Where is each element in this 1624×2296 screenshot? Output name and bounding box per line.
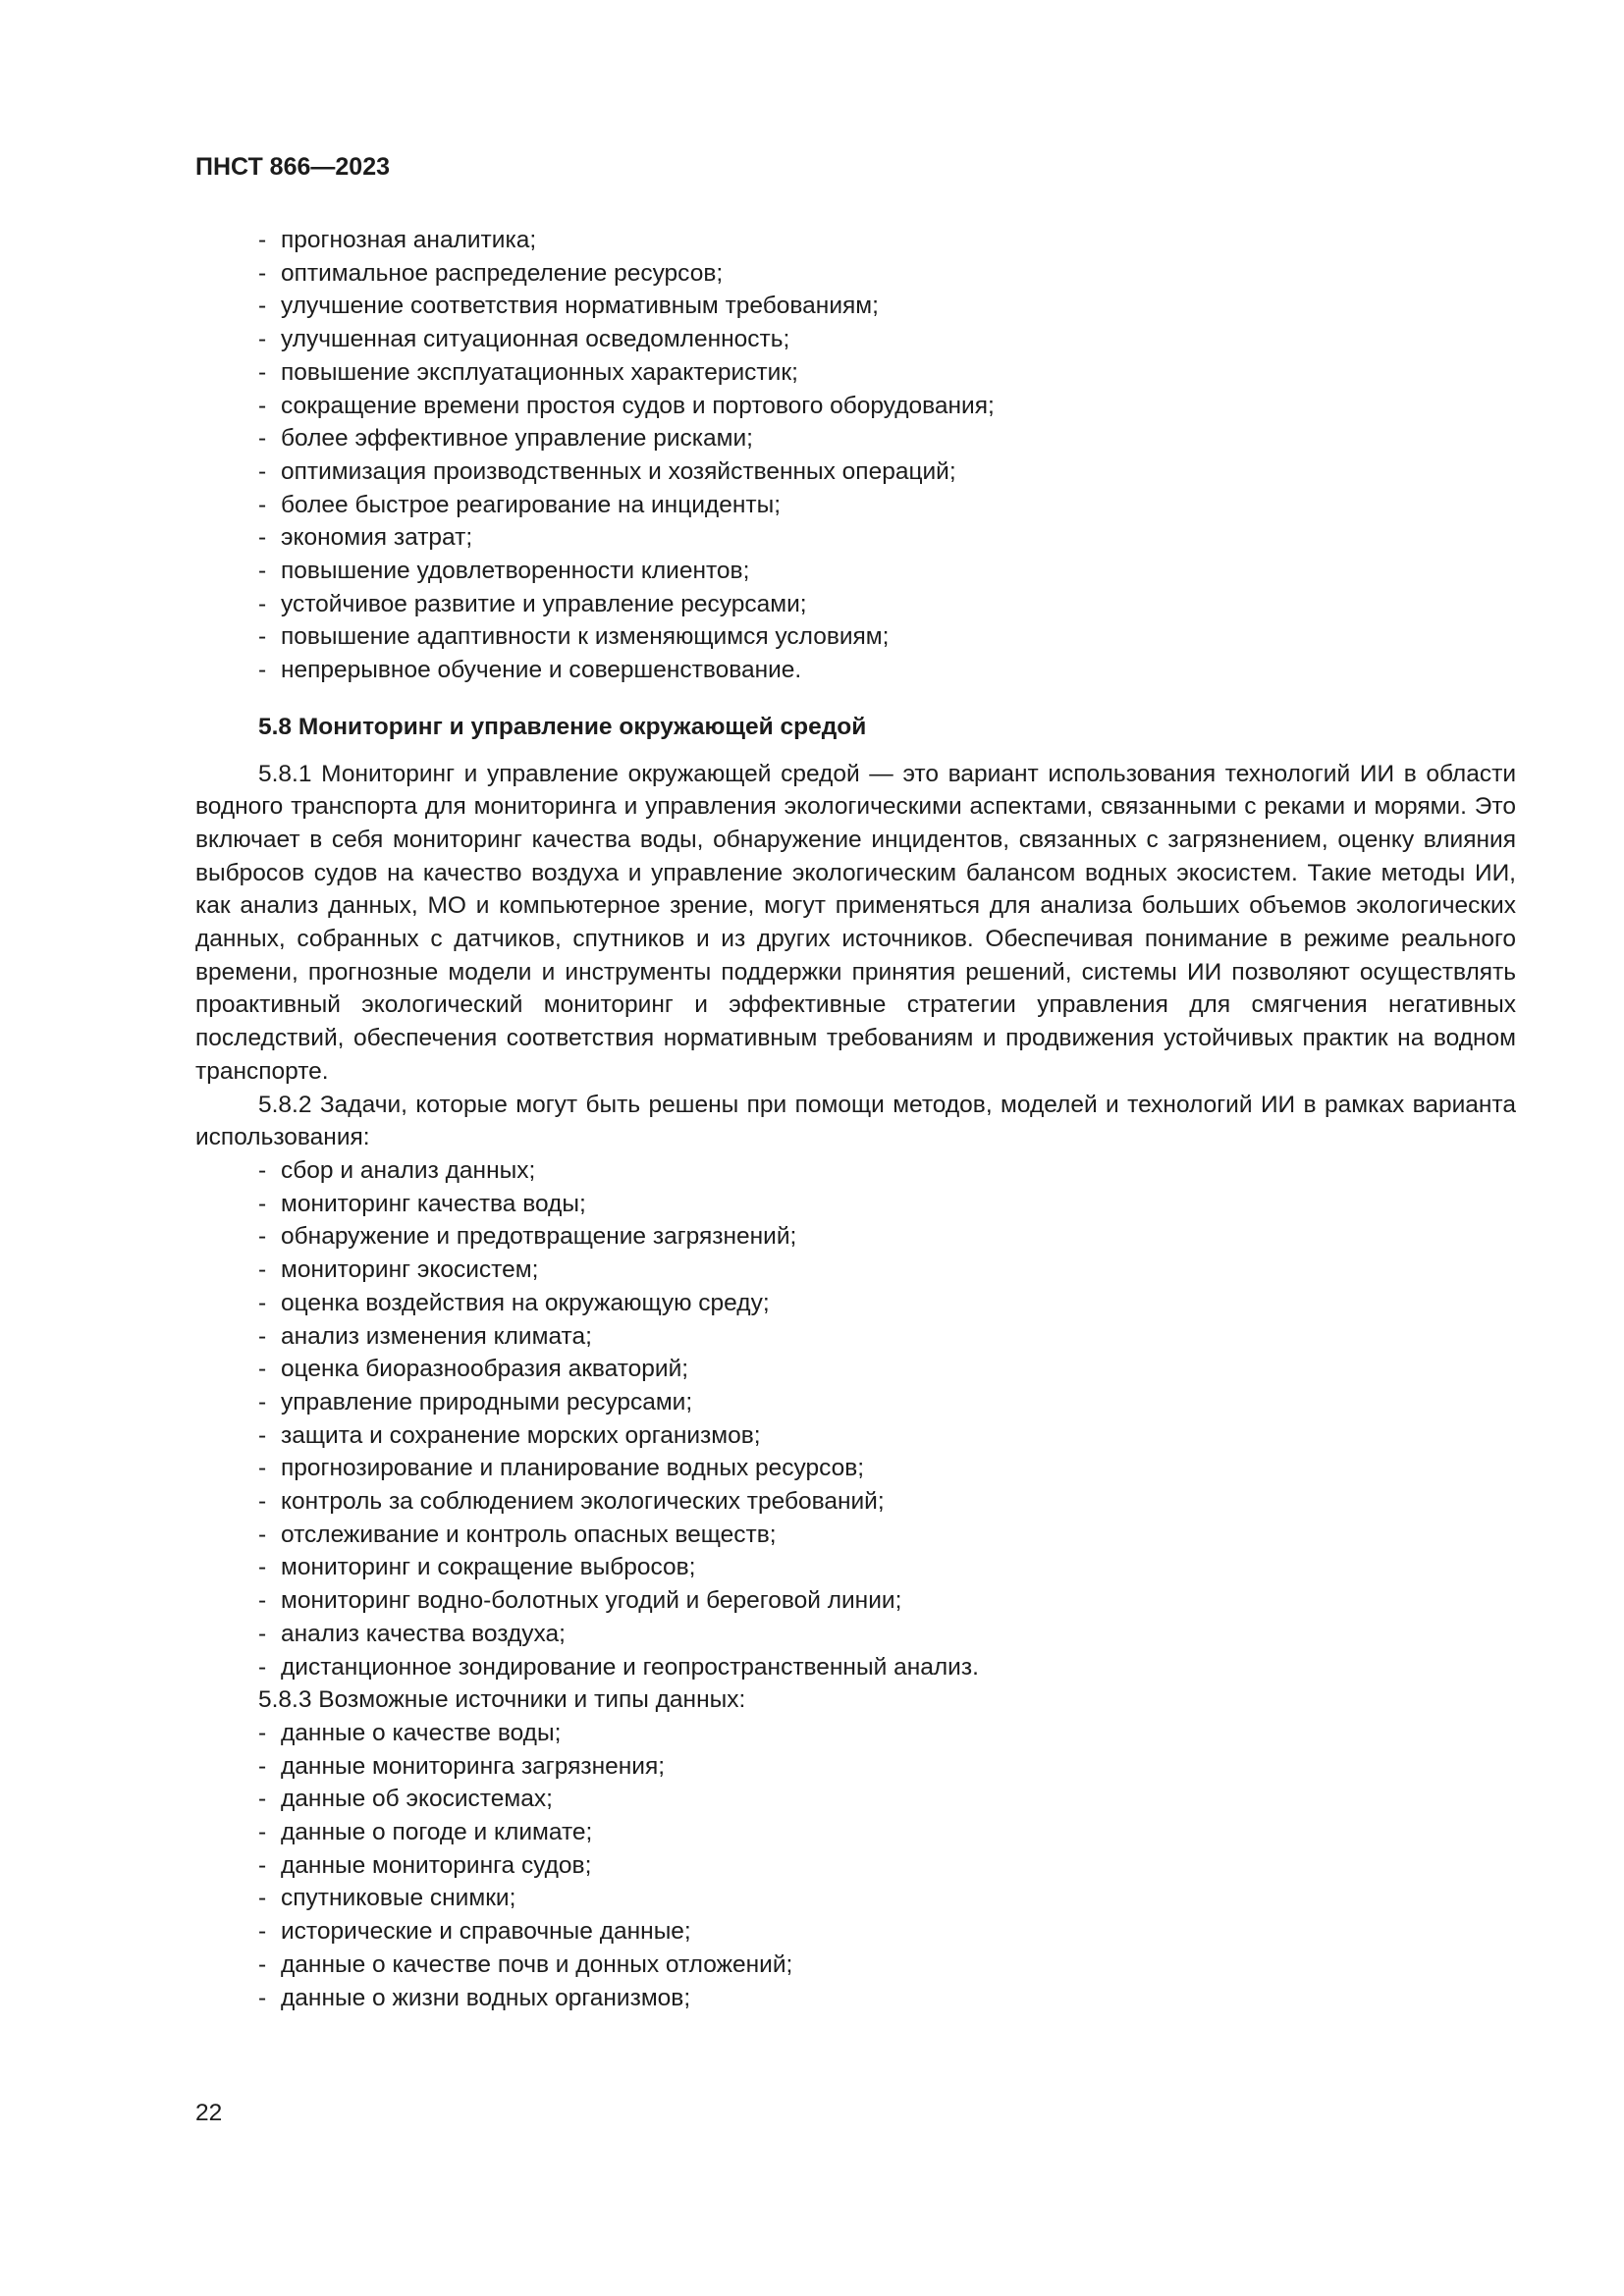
list-item: - спутниковые снимки; (258, 1882, 1516, 1915)
paragraph-5-8-2: 5.8.2 Задачи, которые могут быть решены при помощи методов, моделей и технологий ИИ в рамках варианта использования: (195, 1091, 1516, 1151)
list-item: - дистанционное зондирование и геопространственный анализ. (258, 1651, 1516, 1684)
list-item: - данные об экосистемах; (258, 1783, 1516, 1816)
list-item: - устойчивое развитие и управление ресурсами; (258, 588, 1516, 621)
list-item: - мониторинг и сокращение выбросов; (258, 1551, 1516, 1584)
list-item: - анализ изменения климата; (258, 1320, 1516, 1354)
list-item: - отслеживание и контроль опасных веществ; (258, 1519, 1516, 1552)
list-item: - данные о погоде и климате; (258, 1816, 1516, 1849)
list-item: - экономия затрат; (258, 521, 1516, 555)
page-number: 22 (195, 2100, 223, 2126)
list-item: - оптимизация производственных и хозяйственных операций; (258, 455, 1516, 489)
list-item: - обнаружение и предотвращение загрязнений; (258, 1220, 1516, 1254)
section-heading: 5.8 Мониторинг и управление окружающей средой (258, 713, 867, 740)
list-item: - оценка биоразнообразия акваторий; (258, 1353, 1516, 1386)
list-item: - сокращение времени простоя судов и портового оборудования; (258, 390, 1516, 423)
list-item: - мониторинг водно-болотных угодий и береговой линии; (258, 1584, 1516, 1618)
list-item: - оптимальное распределение ресурсов; (258, 257, 1516, 291)
list-item: - улучшенная ситуационная осведомленность; (258, 323, 1516, 356)
document-id-header: ПНСТ 866—2023 (195, 153, 390, 181)
page-content (195, 224, 1516, 2014)
list-item: - данные о качестве воды; (258, 1717, 1516, 1750)
list-item: - данные о качестве почв и донных отложений; (258, 1949, 1516, 1982)
list-item: - оценка воздействия на окружающую среду; (258, 1287, 1516, 1320)
list-item: - повышение эксплуатационных характеристик; (258, 356, 1516, 390)
list-item: - повышение удовлетворенности клиентов; (258, 555, 1516, 588)
data-sources-list (195, 1717, 1516, 2014)
list-item: - данные мониторинга судов; (258, 1849, 1516, 1883)
list-item: - улучшение соответствия нормативным требованиям; (258, 290, 1516, 323)
benefits-list (195, 224, 1516, 687)
paragraph-5-8-1: 5.8.1 Мониторинг и управление окружающей средой — это вариант использования технологий ИИ в области водного транспорта для мониторинга и управления экологическими аспектами, связанными с реками и морями. Это включает в себя мониторинг качества воды, обнаружение инцидентов, связанных с загрязнением, оценку влияния выбросов судов на качество воздуха и управление экологическим балансом водных экосистем. Такие методы ИИ, как анализ данных, МО и компьютерное зрение, могут применяться для анализа больших объемов экологических данных, собранных с датчиков, спутников и из других источников. Обеспечивая понимание в режиме реального времени, прогнозные модели и инструменты поддержки принятия решений, системы ИИ позволяют осуществлять проактивный экологический мониторинг и эффективные стратегии управления для смягчения негативных последствий, обеспечения соответствия нормативным требованиям и продвижения устойчивых практик на водном транспорте. (195, 760, 1516, 1085)
list-item: - более быстрое реагирование на инциденты; (258, 489, 1516, 522)
list-item: - данные мониторинга загрязнения; (258, 1750, 1516, 1784)
list-item: - анализ качества воздуха; (258, 1618, 1516, 1651)
paragraph-5-8-3: 5.8.3 Возможные источники и типы данных: (258, 1686, 746, 1714)
list-item: - прогнозная аналитика; (258, 224, 1516, 257)
list-item: - мониторинг качества воды; (258, 1188, 1516, 1221)
list-item: - сбор и анализ данных; (258, 1154, 1516, 1188)
tasks-list (195, 1154, 1516, 1683)
list-item: - управление природными ресурсами; (258, 1386, 1516, 1419)
list-item: - более эффективное управление рисками; (258, 422, 1516, 455)
list-item: - прогнозирование и планирование водных ресурсов; (258, 1452, 1516, 1485)
list-item: - данные о жизни водных организмов; (258, 1982, 1516, 2015)
list-item: - контроль за соблюдением экологических требований; (258, 1485, 1516, 1519)
list-item: - исторические и справочные данные; (258, 1915, 1516, 1949)
list-item: - повышение адаптивности к изменяющимся условиям; (258, 620, 1516, 654)
list-item: - мониторинг экосистем; (258, 1254, 1516, 1287)
list-item: - защита и сохранение морских организмов; (258, 1419, 1516, 1453)
list-item: - непрерывное обучение и совершенствование. (258, 654, 1516, 687)
